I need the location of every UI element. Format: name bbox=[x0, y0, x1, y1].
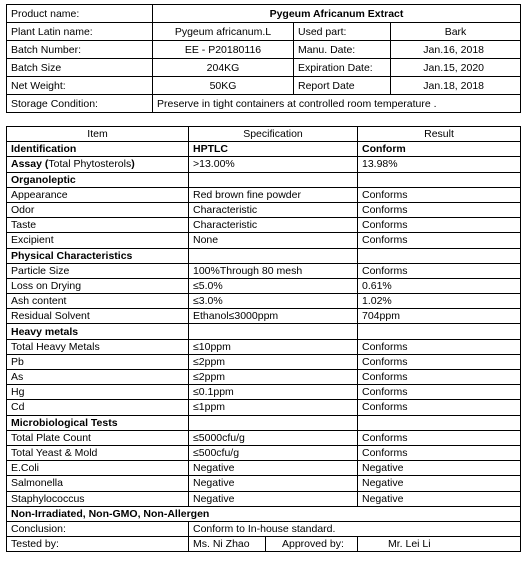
product-info-table bbox=[6, 4, 521, 113]
spec-header-row bbox=[7, 127, 521, 142]
table-row bbox=[7, 370, 521, 385]
spec-cell: ≤5.0% bbox=[189, 278, 358, 293]
signature-split bbox=[189, 537, 357, 551]
used-part-value: Bark bbox=[391, 23, 521, 41]
result-cell: Conform bbox=[358, 142, 521, 157]
used-part-label: Used part: bbox=[294, 23, 391, 41]
result-cell: 0.61% bbox=[358, 278, 521, 293]
spec-cell: ≤1ppm bbox=[189, 400, 358, 415]
section-row bbox=[7, 172, 521, 187]
section-row bbox=[7, 324, 521, 339]
result-cell: Conforms bbox=[358, 430, 521, 445]
table-row bbox=[7, 142, 521, 157]
signature-row bbox=[7, 537, 521, 552]
approved-by-label: Approved by: bbox=[265, 537, 357, 551]
result-cell: 704ppm bbox=[358, 309, 521, 324]
spec-cell: Negative bbox=[189, 476, 358, 491]
expiration-label: Expiration Date: bbox=[294, 59, 391, 77]
col-item-header: Item bbox=[7, 127, 189, 142]
item-cell bbox=[7, 157, 189, 172]
net-weight-value: 50KG bbox=[153, 77, 294, 95]
plant-latin-value: Pygeum africanum.L bbox=[153, 23, 294, 41]
spec-cell: >13.00% bbox=[189, 157, 358, 172]
section-row bbox=[7, 415, 521, 430]
col-spec-header: Specification bbox=[189, 127, 358, 142]
spec-cell: None bbox=[189, 233, 358, 248]
table-row bbox=[7, 309, 521, 324]
result-cell: Negative bbox=[358, 491, 521, 506]
spec-cell: ≤0.1ppm bbox=[189, 385, 358, 400]
batch-size-row bbox=[7, 59, 521, 77]
spec-cell: Ethanol≤3000ppm bbox=[189, 309, 358, 324]
non-irradiated-row bbox=[7, 506, 521, 521]
section-row bbox=[7, 248, 521, 263]
result-cell: Conforms bbox=[358, 233, 521, 248]
plant-latin-row bbox=[7, 23, 521, 41]
table-row bbox=[7, 430, 521, 445]
table-row bbox=[7, 339, 521, 354]
report-date-value: Jan.18, 2018 bbox=[391, 77, 521, 95]
spec-cell bbox=[189, 324, 358, 339]
spec-cell: Red brown fine powder bbox=[189, 187, 358, 202]
assay-bold-b: ) bbox=[131, 158, 135, 171]
table-row bbox=[7, 278, 521, 293]
table-row bbox=[7, 461, 521, 476]
spec-cell: Negative bbox=[189, 461, 358, 476]
spec-cell: HPTLC bbox=[189, 142, 358, 157]
net-weight-row bbox=[7, 77, 521, 95]
storage-label: Storage Condition: bbox=[7, 95, 153, 113]
result-cell: Conforms bbox=[358, 400, 521, 415]
spec-cell: Characteristic bbox=[189, 202, 358, 217]
item-cell: Identification bbox=[7, 142, 189, 157]
spec-cell: 100%Through 80 mesh bbox=[189, 263, 358, 278]
assay-normal: Total Phytosterols bbox=[48, 158, 132, 171]
spec-cell bbox=[189, 415, 358, 430]
table-row bbox=[7, 476, 521, 491]
item-cell: Taste bbox=[7, 218, 189, 233]
spec-cell: ≤10ppm bbox=[189, 339, 358, 354]
tested-by-label: Tested by: bbox=[7, 537, 189, 552]
result-cell: Conforms bbox=[358, 385, 521, 400]
plant-latin-label: Plant Latin name: bbox=[7, 23, 153, 41]
result-cell: Conforms bbox=[358, 370, 521, 385]
storage-row bbox=[7, 95, 521, 113]
item-cell: Cd bbox=[7, 400, 189, 415]
spec-cell: Negative bbox=[189, 491, 358, 506]
tested-by-value: Ms. Ni Zhao bbox=[193, 538, 250, 551]
table-row bbox=[7, 294, 521, 309]
table-row bbox=[7, 445, 521, 460]
result-cell: 13.98% bbox=[358, 157, 521, 172]
batch-number-value: EE - P20180116 bbox=[153, 41, 294, 59]
table-row bbox=[7, 385, 521, 400]
approved-by-value: Mr. Lei Li bbox=[358, 537, 521, 552]
signature-cell bbox=[189, 537, 358, 552]
item-cell: Hg bbox=[7, 385, 189, 400]
item-cell: Total Yeast & Mold bbox=[7, 445, 189, 460]
table-row bbox=[7, 263, 521, 278]
product-name-label: Product name: bbox=[7, 5, 153, 23]
table-row bbox=[7, 202, 521, 217]
spec-cell: Characteristic bbox=[189, 218, 358, 233]
result-cell bbox=[358, 248, 521, 263]
col-result-header: Result bbox=[358, 127, 521, 142]
result-cell: 1.02% bbox=[358, 294, 521, 309]
item-cell: Residual Solvent bbox=[7, 309, 189, 324]
spec-cell: ≤500cfu/g bbox=[189, 445, 358, 460]
result-cell: Conforms bbox=[358, 263, 521, 278]
report-date-label: Report Date bbox=[294, 77, 391, 95]
spec-cell bbox=[189, 172, 358, 187]
product-name-value: Pygeum Africanum Extract bbox=[153, 5, 521, 23]
item-cell: E.Coli bbox=[7, 461, 189, 476]
spec-cell: ≤2ppm bbox=[189, 370, 358, 385]
table-row bbox=[7, 157, 521, 172]
item-cell: As bbox=[7, 370, 189, 385]
item-cell: Odor bbox=[7, 202, 189, 217]
item-cell: Loss on Drying bbox=[7, 278, 189, 293]
product-name-row bbox=[7, 5, 521, 23]
specification-table bbox=[6, 126, 521, 552]
batch-number-label: Batch Number: bbox=[7, 41, 153, 59]
storage-value: Preserve in tight containers at controlled room temperature . bbox=[153, 95, 521, 113]
section-title: Organoleptic bbox=[7, 172, 189, 187]
result-cell: Conforms bbox=[358, 354, 521, 369]
item-cell: Particle Size bbox=[7, 263, 189, 278]
conclusion-row bbox=[7, 521, 521, 536]
result-cell: Conforms bbox=[358, 187, 521, 202]
spec-cell: ≤2ppm bbox=[189, 354, 358, 369]
conclusion-value: Conform to In-house standard. bbox=[189, 521, 521, 536]
table-row bbox=[7, 491, 521, 506]
conclusion-label: Conclusion: bbox=[7, 521, 189, 536]
section-title: Microbiological Tests bbox=[7, 415, 189, 430]
section-title: Heavy metals bbox=[7, 324, 189, 339]
batch-size-label: Batch Size bbox=[7, 59, 153, 77]
manu-date-value: Jan.16, 2018 bbox=[391, 41, 521, 59]
spec-cell: ≤5000cfu/g bbox=[189, 430, 358, 445]
expiration-value: Jan.15, 2020 bbox=[391, 59, 521, 77]
result-cell bbox=[358, 172, 521, 187]
result-cell bbox=[358, 415, 521, 430]
result-cell: Conforms bbox=[358, 218, 521, 233]
item-cell: Ash content bbox=[7, 294, 189, 309]
result-cell: Conforms bbox=[358, 445, 521, 460]
table-row bbox=[7, 354, 521, 369]
item-cell: Pb bbox=[7, 354, 189, 369]
result-cell: Conforms bbox=[358, 339, 521, 354]
non-irradiated-statement: Non-Irradiated, Non-GMO, Non-Allergen bbox=[7, 506, 521, 521]
table-row bbox=[7, 187, 521, 202]
item-cell: Salmonella bbox=[7, 476, 189, 491]
net-weight-label: Net Weight: bbox=[7, 77, 153, 95]
item-cell: Appearance bbox=[7, 187, 189, 202]
result-cell: Negative bbox=[358, 461, 521, 476]
table-row bbox=[7, 218, 521, 233]
spec-cell bbox=[189, 248, 358, 263]
result-cell bbox=[358, 324, 521, 339]
batch-number-row bbox=[7, 41, 521, 59]
assay-bold-a: Assay ( bbox=[11, 158, 49, 171]
manu-date-label: Manu. Date: bbox=[294, 41, 391, 59]
table-row bbox=[7, 233, 521, 248]
item-cell: Total Plate Count bbox=[7, 430, 189, 445]
spec-cell: ≤3.0% bbox=[189, 294, 358, 309]
result-cell: Negative bbox=[358, 476, 521, 491]
result-cell: Conforms bbox=[358, 202, 521, 217]
item-cell: Staphylococcus bbox=[7, 491, 189, 506]
section-title: Physical Characteristics bbox=[7, 248, 189, 263]
item-cell: Total Heavy Metals bbox=[7, 339, 189, 354]
item-cell: Excipient bbox=[7, 233, 189, 248]
table-row bbox=[7, 400, 521, 415]
batch-size-value: 204KG bbox=[153, 59, 294, 77]
